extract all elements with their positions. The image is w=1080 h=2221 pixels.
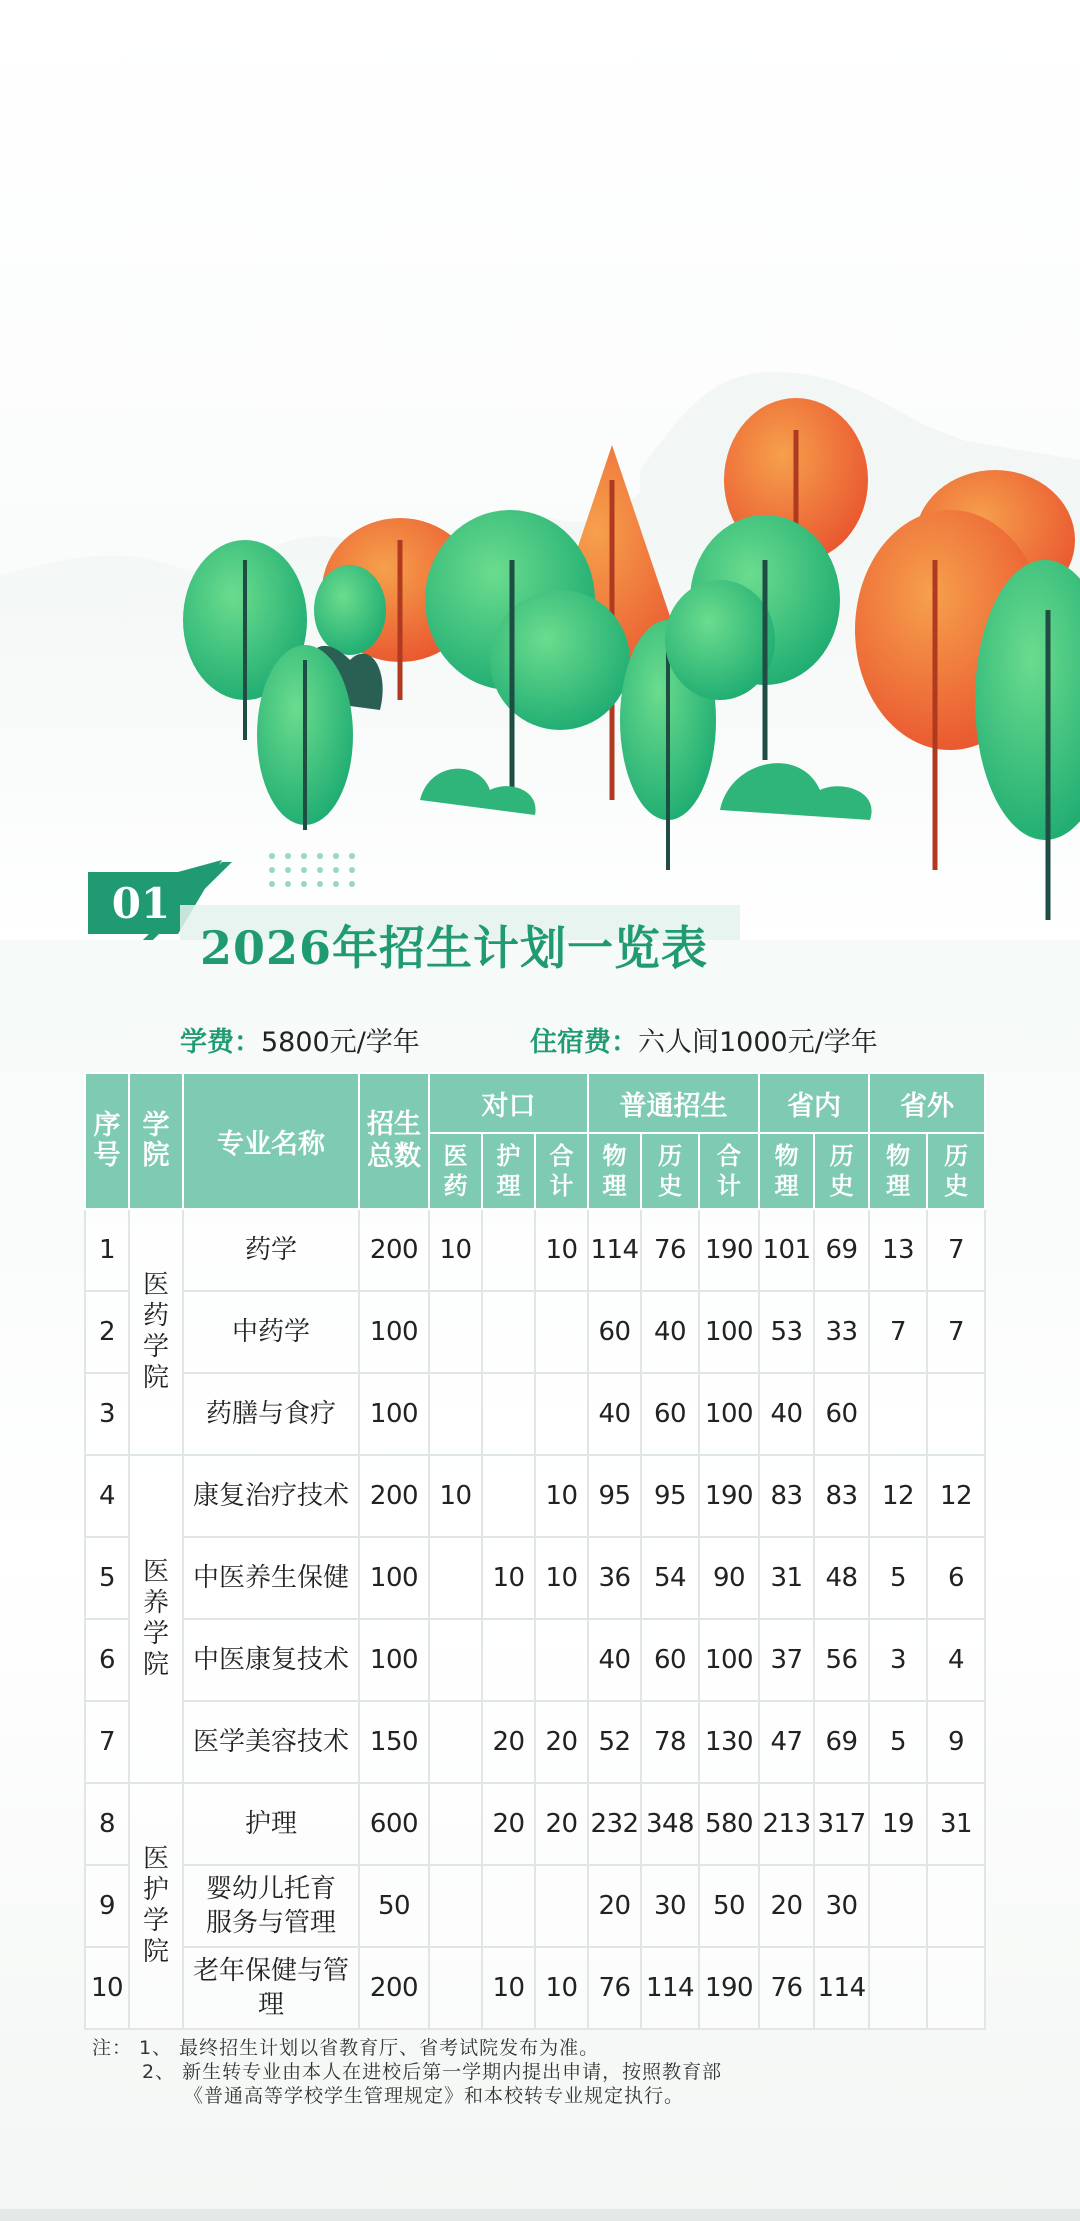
cell-total: 150 [359, 1701, 429, 1783]
cell-pt-wl: 52 [588, 1701, 641, 1783]
cell-college: 医药学院 [129, 1209, 183, 1455]
cell-pt-wl: 60 [588, 1291, 641, 1373]
cell-dk-yy [429, 1291, 482, 1373]
cell-seq: 6 [85, 1619, 129, 1701]
dorm-label: 住宿费： [530, 1027, 638, 1058]
cell-total: 100 [359, 1291, 429, 1373]
cell-dk-yy [429, 1783, 482, 1865]
page-title: 2026年招生计划一览表 [200, 921, 709, 975]
header-dk-heji: 合计 [535, 1133, 588, 1209]
dorm-value: 六人间1000元/学年 [638, 1027, 878, 1058]
cell-seq: 7 [85, 1701, 129, 1783]
header-major: 专业名称 [183, 1073, 359, 1209]
cell-sw-ls: 31 [927, 1783, 985, 1865]
cell-dk-yy [429, 1865, 482, 1947]
cell-pt-ls: 76 [641, 1209, 699, 1291]
cell-pt-hj: 100 [699, 1291, 759, 1373]
header-sn-lishi: 历史 [814, 1133, 869, 1209]
note-line: 注： 1、 最终招生计划以省教育厅、省考试院发布为准。 [92, 2037, 600, 2059]
table-row [85, 1209, 985, 1291]
cell-pt-hj: 130 [699, 1701, 759, 1783]
cell-pt-hj: 100 [699, 1373, 759, 1455]
cell-sw-ls: 7 [927, 1209, 985, 1291]
cell-pt-wl: 76 [588, 1947, 641, 2029]
cell-pt-ls: 60 [641, 1373, 699, 1455]
cell-pt-wl: 20 [588, 1865, 641, 1947]
cell-pt-wl: 232 [588, 1783, 641, 1865]
cell-dk-hl [482, 1291, 535, 1373]
table-row [85, 1865, 985, 1947]
enrollment-plan-table [84, 1072, 986, 2030]
dorm-fee [530, 1020, 878, 1059]
forest-illustration [0, 0, 1080, 940]
cell-total: 50 [359, 1865, 429, 1947]
cell-dk-hl [482, 1209, 535, 1291]
cell-sn-ls: 56 [814, 1619, 869, 1701]
cell-pt-wl: 40 [588, 1619, 641, 1701]
cell-major: 康复治疗技术 [183, 1455, 359, 1537]
cell-dk-hl [482, 1619, 535, 1701]
cell-pt-hj: 100 [699, 1619, 759, 1701]
cell-dk-hj [535, 1291, 588, 1373]
cell-seq: 2 [85, 1291, 129, 1373]
cell-major: 中药学 [183, 1291, 359, 1373]
tuition-fee [180, 1020, 420, 1059]
cell-sw-ls [927, 1947, 985, 2029]
cell-dk-hl: 10 [482, 1537, 535, 1619]
cell-total: 200 [359, 1455, 429, 1537]
cell-dk-yy [429, 1701, 482, 1783]
cell-dk-yy [429, 1947, 482, 2029]
cell-dk-hj: 20 [535, 1701, 588, 1783]
cell-dk-hj [535, 1373, 588, 1455]
cell-seq: 1 [85, 1209, 129, 1291]
note-line: 2、 新生转专业由本人在进校后第一学期内提出申请，按照教育部 [142, 2061, 723, 2083]
cell-major: 药学 [183, 1209, 359, 1291]
table-row [85, 1619, 985, 1701]
note-line: 《普通高等学校学生管理规定》和本校转专业规定执行。 [184, 2085, 685, 2107]
cell-total: 100 [359, 1373, 429, 1455]
header-pt-wuli: 物理 [588, 1133, 641, 1209]
cell-dk-hj: 10 [535, 1947, 588, 2029]
cell-major: 婴幼儿托育服务与管理 [183, 1865, 359, 1947]
cell-pt-ls: 60 [641, 1619, 699, 1701]
cell-sw-ls: 4 [927, 1619, 985, 1701]
cell-sw-wl: 7 [869, 1291, 927, 1373]
cell-pt-ls: 78 [641, 1701, 699, 1783]
cell-sn-wl: 31 [759, 1537, 814, 1619]
cell-total: 600 [359, 1783, 429, 1865]
header-putong: 普通招生 [588, 1073, 759, 1133]
cell-major: 医学美容技术 [183, 1701, 359, 1783]
cell-seq: 5 [85, 1537, 129, 1619]
cell-total: 100 [359, 1537, 429, 1619]
cell-major: 中医养生保健 [183, 1537, 359, 1619]
table-row [85, 1701, 985, 1783]
cell-pt-hj: 190 [699, 1209, 759, 1291]
cell-dk-yy [429, 1619, 482, 1701]
cell-pt-ls: 40 [641, 1291, 699, 1373]
cell-pt-hj: 190 [699, 1947, 759, 2029]
cell-sn-wl: 76 [759, 1947, 814, 2029]
table-row [85, 1783, 985, 1865]
cell-sw-wl [869, 1947, 927, 2029]
cell-dk-hj: 10 [535, 1455, 588, 1537]
table-body [85, 1209, 985, 2029]
cell-dk-hj: 20 [535, 1783, 588, 1865]
cell-pt-hj: 90 [699, 1537, 759, 1619]
header-dk-huli: 护理 [482, 1133, 535, 1209]
cell-sw-wl: 5 [869, 1537, 927, 1619]
section-number-badge: 01 [111, 878, 171, 928]
cell-dk-yy: 10 [429, 1209, 482, 1291]
cell-pt-hj: 50 [699, 1865, 759, 1947]
cell-college: 医护学院 [129, 1783, 183, 2029]
table-row [85, 1373, 985, 1455]
table-row [85, 1291, 985, 1373]
cell-pt-hj: 580 [699, 1783, 759, 1865]
cell-sn-ls: 114 [814, 1947, 869, 2029]
cell-major: 中医康复技术 [183, 1619, 359, 1701]
cell-seq: 9 [85, 1865, 129, 1947]
cell-pt-wl: 40 [588, 1373, 641, 1455]
cell-sn-wl: 47 [759, 1701, 814, 1783]
cell-sn-ls: 48 [814, 1537, 869, 1619]
cell-dk-hl [482, 1455, 535, 1537]
cell-pt-wl: 95 [588, 1455, 641, 1537]
cell-sw-ls: 12 [927, 1455, 985, 1537]
bottom-divider [0, 2209, 1080, 2221]
header-total: 招生总数 [359, 1073, 429, 1209]
cell-sw-ls: 7 [927, 1291, 985, 1373]
cell-sn-wl: 213 [759, 1783, 814, 1865]
cell-seq: 10 [85, 1947, 129, 2029]
cell-pt-ls: 348 [641, 1783, 699, 1865]
table-row [85, 1537, 985, 1619]
cell-pt-ls: 54 [641, 1537, 699, 1619]
cell-sn-wl: 40 [759, 1373, 814, 1455]
cell-sw-wl: 3 [869, 1619, 927, 1701]
cell-pt-ls: 30 [641, 1865, 699, 1947]
header-dk-yiyao: 医药 [429, 1133, 482, 1209]
header-sw-wuli: 物理 [869, 1133, 927, 1209]
header-pt-lishi: 历史 [641, 1133, 699, 1209]
cell-sn-ls: 30 [814, 1865, 869, 1947]
cell-dk-hl [482, 1373, 535, 1455]
cell-sw-wl: 5 [869, 1701, 927, 1783]
cell-total: 100 [359, 1619, 429, 1701]
cell-total: 200 [359, 1209, 429, 1291]
cell-pt-wl: 36 [588, 1537, 641, 1619]
header-shengnei: 省内 [759, 1073, 869, 1133]
cell-sw-wl [869, 1373, 927, 1455]
header-college: 学院 [129, 1073, 183, 1209]
cell-dk-hj: 10 [535, 1209, 588, 1291]
cell-pt-hj: 190 [699, 1455, 759, 1537]
table-row [85, 1947, 985, 2029]
header-shengwai: 省外 [869, 1073, 985, 1133]
cell-dk-hj [535, 1865, 588, 1947]
cell-sn-ls: 60 [814, 1373, 869, 1455]
cell-seq: 4 [85, 1455, 129, 1537]
table-row [85, 1455, 985, 1537]
cell-pt-ls: 114 [641, 1947, 699, 2029]
cell-sw-wl: 19 [869, 1783, 927, 1865]
cell-sn-ls: 69 [814, 1209, 869, 1291]
cell-sw-ls [927, 1373, 985, 1455]
cell-dk-hl: 20 [482, 1783, 535, 1865]
cell-seq: 3 [85, 1373, 129, 1455]
cell-sn-ls: 33 [814, 1291, 869, 1373]
header-seq: 序号 [85, 1073, 129, 1209]
cell-seq: 8 [85, 1783, 129, 1865]
header-sn-wuli: 物理 [759, 1133, 814, 1209]
cell-pt-ls: 95 [641, 1455, 699, 1537]
cell-pt-wl: 114 [588, 1209, 641, 1291]
cell-sn-wl: 83 [759, 1455, 814, 1537]
cell-sn-wl: 53 [759, 1291, 814, 1373]
footnotes [92, 2036, 722, 2108]
cell-sw-wl: 13 [869, 1209, 927, 1291]
cell-sn-wl: 101 [759, 1209, 814, 1291]
tuition-label: 学费： [180, 1027, 261, 1058]
cell-major: 护理 [183, 1783, 359, 1865]
cell-dk-hj [535, 1619, 588, 1701]
cell-college: 医养学院 [129, 1455, 183, 1783]
cell-dk-hl [482, 1865, 535, 1947]
cell-sw-ls [927, 1865, 985, 1947]
cell-sn-wl: 20 [759, 1865, 814, 1947]
cell-sw-wl [869, 1865, 927, 1947]
cell-dk-hl: 20 [482, 1701, 535, 1783]
cell-sw-ls: 6 [927, 1537, 985, 1619]
header-sw-lishi: 历史 [927, 1133, 985, 1209]
cell-dk-yy: 10 [429, 1455, 482, 1537]
cell-sn-ls: 83 [814, 1455, 869, 1537]
cell-sw-ls: 9 [927, 1701, 985, 1783]
cell-sw-wl: 12 [869, 1455, 927, 1537]
cell-major: 药膳与食疗 [183, 1373, 359, 1455]
cell-dk-hl: 10 [482, 1947, 535, 2029]
cell-dk-yy [429, 1373, 482, 1455]
cell-total: 200 [359, 1947, 429, 2029]
cell-sn-ls: 317 [814, 1783, 869, 1865]
header-duikou: 对口 [429, 1073, 588, 1133]
tuition-value: 5800元/学年 [261, 1027, 420, 1058]
cell-sn-wl: 37 [759, 1619, 814, 1701]
cell-sn-ls: 69 [814, 1701, 869, 1783]
cell-dk-hj: 10 [535, 1537, 588, 1619]
cell-major: 老年保健与管理 [183, 1947, 359, 2029]
cell-dk-yy [429, 1537, 482, 1619]
header-pt-heji: 合计 [699, 1133, 759, 1209]
